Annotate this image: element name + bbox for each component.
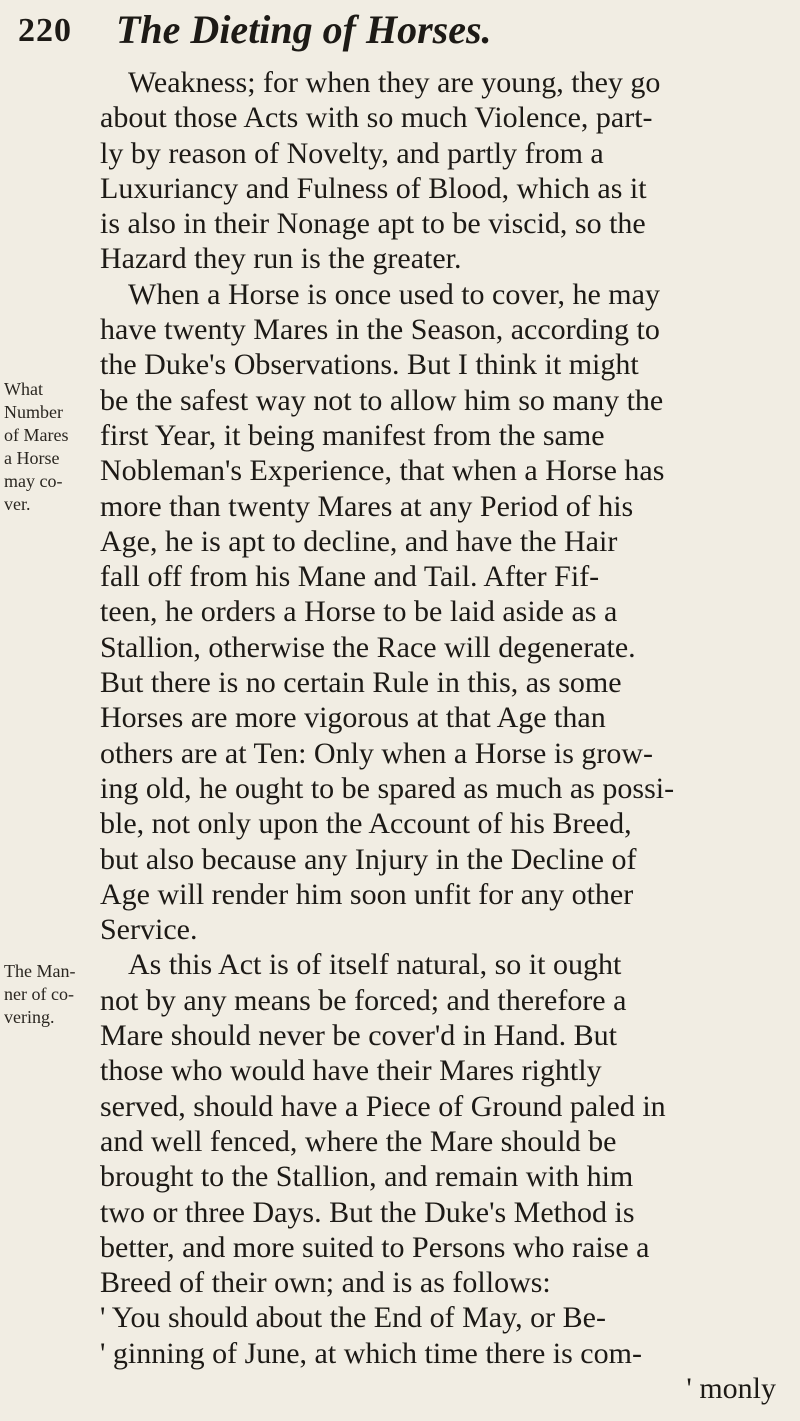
text-line: ble, not only upon the Account of his Breed, xyxy=(100,807,632,841)
text-line: Weakness; for when they are young, they go xyxy=(128,66,661,99)
text-line: about those Acts with so much Violence, part- xyxy=(100,101,653,135)
text-line: Breed of their own; and is as follows: xyxy=(100,1266,551,1300)
text-line: is also in their Nonage apt to be viscid, so the xyxy=(100,207,646,241)
text-line: Horses are more vigorous at that Age than xyxy=(100,701,606,735)
text-line: Age will render him soon unfit for any other xyxy=(100,877,634,911)
text-line: served, should have a Piece of Ground paled in xyxy=(100,1089,666,1123)
text-line: As this Act is of itself natural, so it ought xyxy=(128,948,622,982)
text-line: ' ginning of June, at which time there is com- xyxy=(100,1336,642,1370)
text-line: more than twenty Mares at any Period of his xyxy=(100,489,634,523)
text-line: When a Horse is once used to cover, he may xyxy=(128,277,660,311)
text-line: Luxuriancy and Fulness of Blood, which as it xyxy=(100,171,647,205)
margin-note-line: ner of co- xyxy=(4,984,74,1004)
text-line: teen, he orders a Horse to be laid aside as a xyxy=(100,595,618,629)
margin-note-line: Number xyxy=(4,402,63,422)
margin-note-number-of-mares xyxy=(4,378,72,516)
text-line: have twenty Mares in the Season, according to xyxy=(100,313,660,347)
margin-note-line: a Horse xyxy=(4,448,60,468)
text-line: But there is no certain Rule in this, as some xyxy=(100,666,622,700)
page-header xyxy=(18,6,798,60)
text-line: ing old, he ought to be spared as much as possi- xyxy=(100,771,675,805)
text-line: be the safest way not to allow him so many the xyxy=(100,383,664,417)
text-line: better, and more suited to Persons who raise a xyxy=(100,1230,650,1264)
text-line: Service. xyxy=(100,913,198,947)
text-line: others are at Ten: Only when a Horse is grow- xyxy=(100,736,654,770)
text-line: and well fenced, where the Mare should be xyxy=(100,1124,617,1158)
text-line: but also because any Injury in the Decline of xyxy=(100,842,637,876)
text-line: Hazard they run is the greater. xyxy=(100,242,462,276)
text-line: ' You should about the End of May, or Be- xyxy=(100,1301,606,1335)
margin-note-line: of Mares xyxy=(4,425,69,445)
text-line: those who would have their Mares rightly xyxy=(100,1054,602,1088)
text-line: Nobleman's Experience, that when a Horse has xyxy=(100,454,665,488)
text-line: not by any means be forced; and therefore a xyxy=(100,983,627,1017)
text-line: Stallion, otherwise the Race will degenerate. xyxy=(100,630,636,664)
margin-note-line: vering. xyxy=(4,1007,55,1027)
catchword-line: ' monly xyxy=(686,1371,776,1405)
text-line: Mare should never be cover'd in Hand. But xyxy=(100,1019,617,1053)
text-line: fall off from his Mane and Tail. After Fif- xyxy=(100,560,600,594)
margin-note-manner-of-covering xyxy=(4,960,76,1029)
text-line: ly by reason of Novelty, and partly from a xyxy=(100,136,604,170)
text-line: brought to the Stallion, and remain with him xyxy=(100,1160,634,1194)
body-text xyxy=(100,65,790,1406)
page-number: 220 xyxy=(18,12,72,49)
text-line: two or three Days. But the Duke's Method is xyxy=(100,1195,635,1229)
text-line: Age, he is apt to decline, and have the Hair xyxy=(100,524,618,558)
margin-note-line: may co- xyxy=(4,471,63,491)
running-title: The Dieting of Horses. xyxy=(116,7,492,52)
text-line: the Duke's Observations. But I think it might xyxy=(100,348,639,382)
margin-note-line: The Man- xyxy=(4,961,76,981)
margin-note-line: ver. xyxy=(4,494,31,514)
text-line: first Year, it being manifest from the same xyxy=(100,418,605,452)
margin-note-line: What xyxy=(4,379,43,399)
